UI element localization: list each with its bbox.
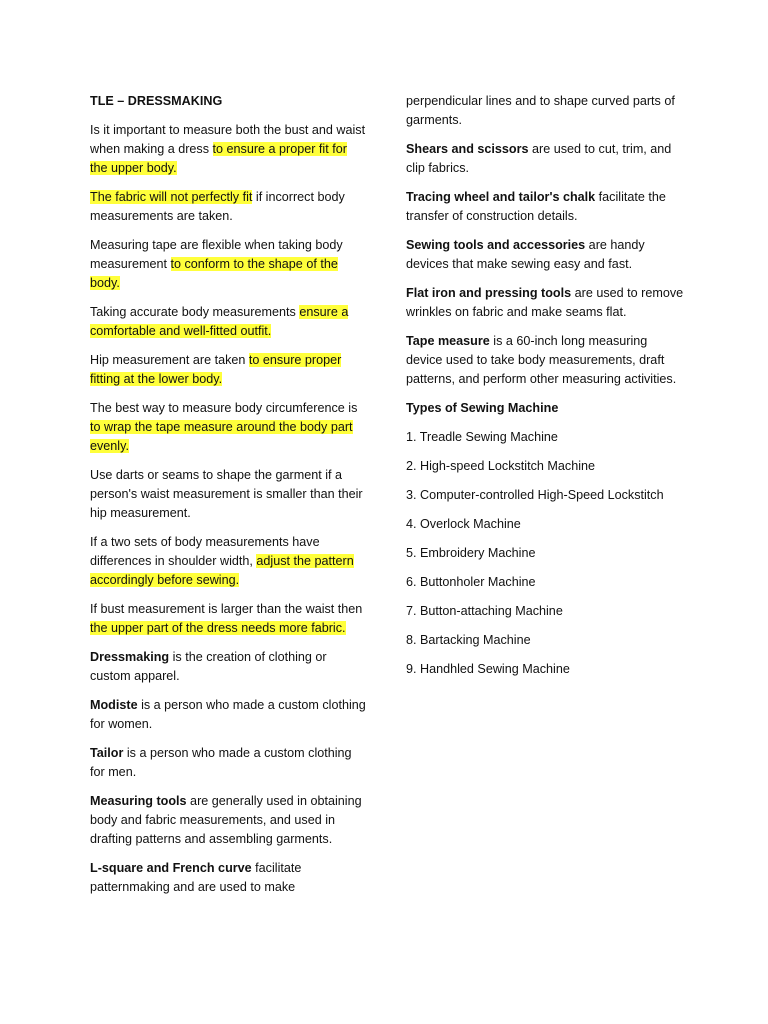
text: Is it important to measure both the bust and waist when making a dress [90, 123, 366, 156]
paragraph [90, 696, 366, 734]
term: Tracing wheel and tailor's chalk [406, 190, 596, 204]
paragraph [90, 188, 366, 226]
text: are handy devices that make sewing easy and fast. [406, 238, 645, 271]
term: Sewing tools and accessories [406, 238, 586, 252]
term: Measuring tools [90, 794, 187, 808]
highlighted-text: ensure a comfortable and well-fitted outfit. [90, 305, 349, 338]
text: If bust measurement is larger than the waist then [90, 602, 363, 616]
list-item: 6. Buttonholer Machine [406, 575, 536, 589]
list-item: 3. Computer-controlled High-Speed Lockstitch [406, 488, 664, 502]
paragraph [90, 792, 366, 849]
list-item: 2. High-speed Lockstitch Machine [406, 459, 596, 473]
paragraph [90, 744, 366, 782]
paragraph [90, 121, 366, 178]
list-item: 4. Overlock Machine [406, 517, 521, 531]
text: Hip measurement are taken [90, 353, 249, 367]
text: Measuring tape are flexible when taking body measurement [90, 238, 343, 271]
highlighted-text: to conform to the shape of the body. [90, 257, 338, 290]
list-item: 9. Handhled Sewing Machine [406, 662, 570, 676]
term: Types of Sewing Machine [406, 401, 559, 415]
term: Flat iron and pressing tools [406, 286, 572, 300]
term: Shears and scissors [406, 142, 529, 156]
paragraph [90, 648, 366, 686]
paragraph [90, 303, 366, 341]
sewing-machine-list [406, 428, 686, 679]
document-title: TLE – DRESSMAKING [90, 94, 223, 108]
paragraph [406, 236, 686, 274]
paragraph [406, 92, 686, 130]
text: If a two sets of body measurements have differences in shoulder width, [90, 535, 320, 568]
highlighted-text: to wrap the tape measure around the body part evenly. [90, 420, 353, 453]
text: are used to cut, trim, and clip fabrics. [406, 142, 672, 175]
paragraph [90, 600, 366, 638]
text: facilitate patternmaking and are used to make [90, 861, 302, 894]
highlighted-text: the upper part of the dress needs more fabric. [90, 621, 346, 635]
text: facilitate the transfer of construction details. [406, 190, 666, 223]
paragraph [90, 533, 366, 590]
text: are used to remove wrinkles on fabric and make seams flat. [406, 286, 684, 319]
paragraph [90, 399, 366, 456]
paragraph [406, 332, 686, 389]
highlighted-text: adjust the pattern accordingly before sewing. [90, 554, 354, 587]
list-item: 8. Bartacking Machine [406, 633, 531, 647]
right-paragraphs [406, 92, 686, 418]
term: Tape measure [406, 334, 490, 348]
paragraph [90, 466, 366, 523]
left-paragraphs [90, 121, 366, 897]
text: The best way to measure body circumference is [90, 401, 358, 415]
paragraph [90, 236, 366, 293]
text: Use darts or seams to shape the garment if a person's waist measurement is smaller than their hip measurement. [90, 468, 363, 520]
term: Tailor [90, 746, 124, 760]
term: Modiste [90, 698, 138, 712]
text: is a person who made a custom clothing for women. [90, 698, 366, 731]
text: is the creation of clothing or custom apparel. [90, 650, 327, 683]
list-item: 5. Embroidery Machine [406, 546, 536, 560]
highlighted-text: to ensure a proper fit for the upper body. [90, 142, 347, 175]
text: perpendicular lines and to shape curved parts of garments. [406, 94, 675, 127]
paragraph [406, 140, 686, 178]
list-item: 7. Button-attaching Machine [406, 604, 563, 618]
highlighted-text: The fabric will not perfectly fit [90, 190, 253, 204]
paragraph [90, 859, 366, 897]
text: is a person who made a custom clothing for men. [90, 746, 352, 779]
left-column [90, 92, 366, 907]
term: Dressmaking [90, 650, 170, 664]
text: Taking accurate body measurements [90, 305, 300, 319]
right-column [406, 92, 686, 689]
text: if incorrect body measurements are taken. [90, 190, 345, 223]
text: is a 60-inch long measuring device used to take body measurements, draft patterns, and perform other measuring activities. [406, 334, 677, 386]
highlighted-text: to ensure proper fitting at the lower body. [90, 353, 342, 386]
paragraph [406, 188, 686, 226]
list-item: 1. Treadle Sewing Machine [406, 430, 558, 444]
term: L-square and French curve [90, 861, 252, 875]
paragraph [90, 351, 366, 389]
paragraph [406, 284, 686, 322]
text: are generally used in obtaining body and fabric measurements, and used in drafting patterns and assembling garments. [90, 794, 362, 846]
paragraph [406, 399, 686, 418]
